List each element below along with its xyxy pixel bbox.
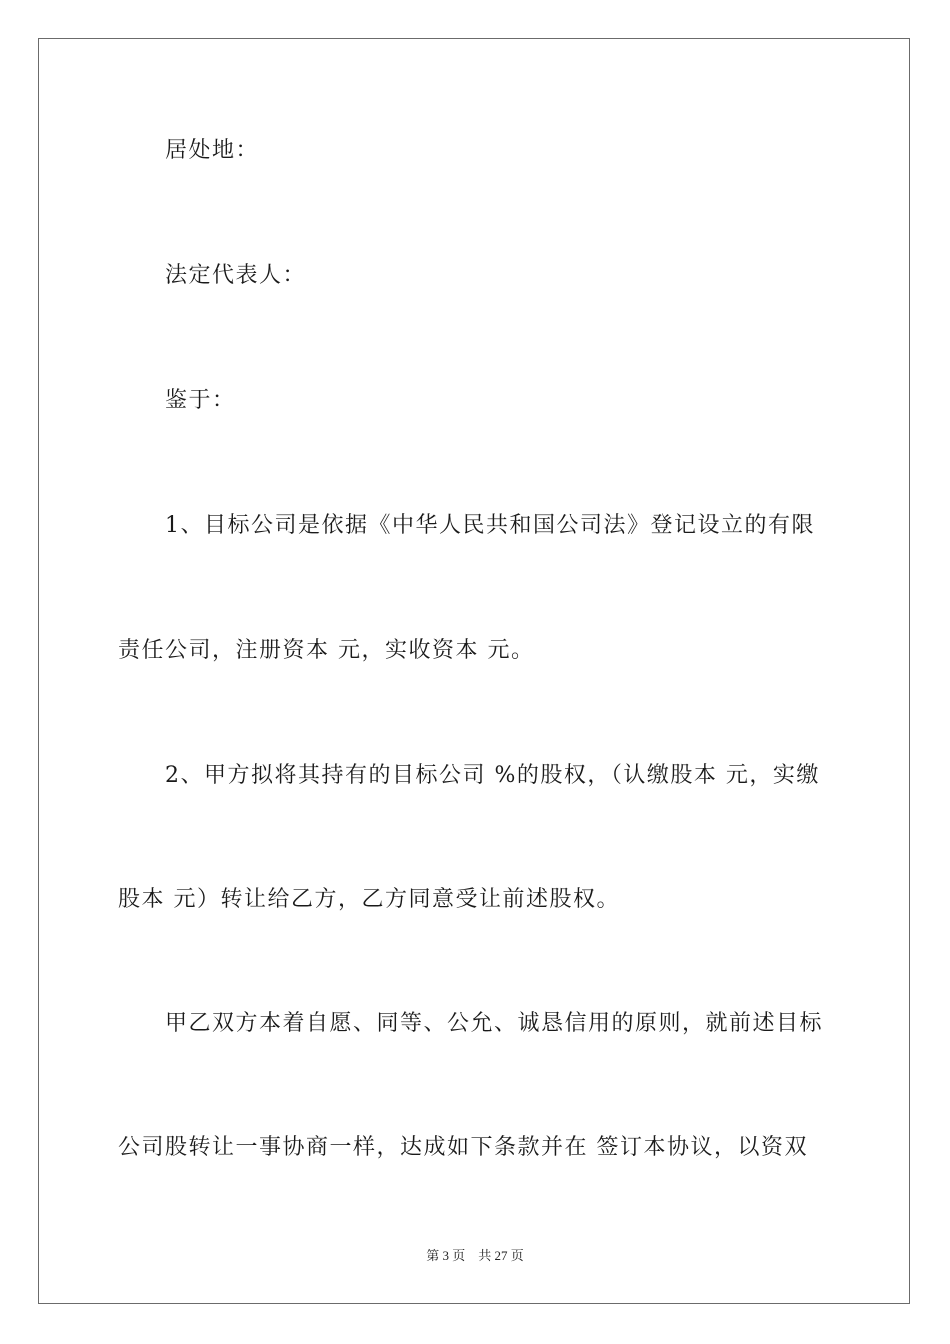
text-line-clause-2b: 股本 元）转让给乙方，乙方同意受让前述股权。 — [118, 887, 620, 912]
total-pages: 共 27 页 — [478, 1248, 524, 1263]
text-line-clause-1a: 1、目标公司是依据《中华人民共和国公司法》登记设立的有限 — [165, 513, 815, 538]
text-line-principle-a: 甲乙双方本着自愿、同等、公允、诚恳信用的原则，就前述目标 — [165, 1011, 824, 1036]
text-line-residence: 居处地： — [165, 138, 260, 163]
text-line-principle-b: 公司股转让一事协商一样，达成如下条款并在 签订本协议，以资双 — [118, 1135, 808, 1160]
text-line-clause-2a: 2、甲方拟将其持有的目标公司 %的股权，（认缴股本 元，实缴 — [165, 763, 820, 788]
page-footer — [0, 1248, 950, 1264]
text-line-legal-representative: 法定代表人： — [165, 263, 307, 288]
page-number: 第 3 页 — [426, 1248, 466, 1263]
text-line-clause-1b: 责任公司，注册资本 元，实收资本 元。 — [118, 638, 535, 663]
page-border — [38, 38, 910, 1304]
text-line-whereas: 鉴于： — [165, 388, 236, 413]
